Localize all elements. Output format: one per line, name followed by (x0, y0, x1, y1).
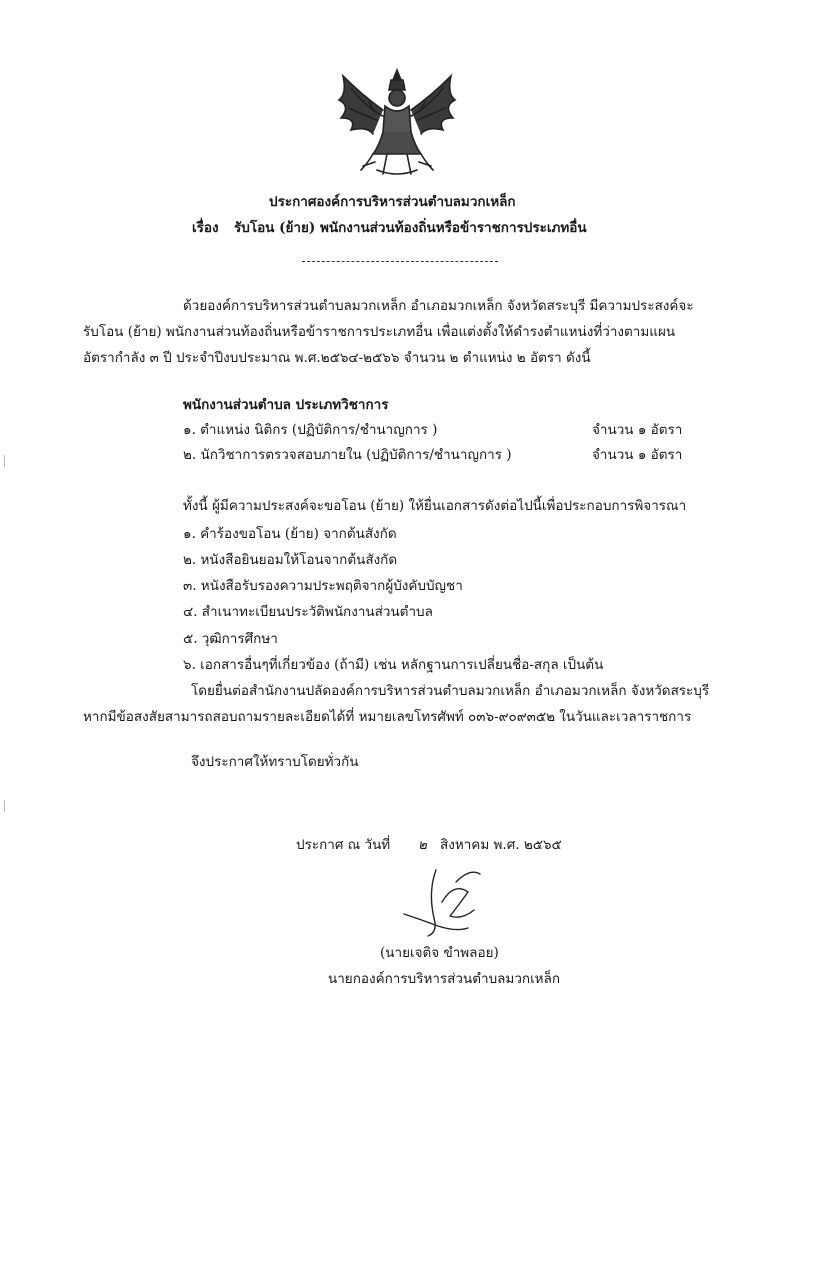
signatory-title: นายกองค์การบริหารส่วนตำบลมวกเหล็ก (328, 971, 561, 987)
document-item-5: ๕. วุฒิการศึกษา (183, 631, 278, 647)
date-day: ๒ (418, 837, 427, 853)
document-item-1: ๑. คำร้องขอโอน (ย้าย) จากต้นสังกัด (183, 526, 397, 542)
closing-statement: จึงประกาศให้ทราบโดยทั่วกัน (191, 754, 359, 770)
submit-line-1: โดยยื่นต่อสำนักงานปลัดองค์การบริหารส่วนตำบลมวกเหล็ก อำเภอมวกเหล็ก จังหวัดสระบุรี (191, 683, 710, 699)
scan-edge-mark (4, 800, 9, 812)
intro-line-2: รับโอน (ย้าย) พนักงานส่วนท้องถิ่นหรือข้าราชการประเภทอื่น เพื่อแต่งตั้งให้ดำรงตำแหน่งที่ว่างตามแผน (83, 324, 676, 340)
document-item-2: ๒. หนังสือยินยอมให้โอนจากต้นสังกัด (183, 552, 398, 568)
position-item-1-count: จำนวน ๑ อัตรา (592, 422, 683, 438)
header-divider (302, 261, 498, 262)
signature-mark (398, 862, 498, 942)
announcement-title: ประกาศองค์การบริหารส่วนตำบลมวกเหล็ก (269, 194, 516, 210)
intro-line-3: อัตรากำลัง ๓ ปี ประจำปีงบประมาณ พ.ศ.๒๕๖๔-๒๕๖๖ จำนวน ๒ ตำแหน่ง ๒ อัตรา ดังนี้ (83, 350, 591, 366)
positions-heading: พนักงานส่วนตำบล ประเภทวิชาการ (183, 397, 389, 413)
submit-line-2: หากมีข้อสงสัยสามารถสอบถามรายละเอียดได้ที่ หมายเลขโทรศัพท์ ๐๓๖-๙๐๙๓๕๒ ในวันและเวลาราชการ (83, 709, 692, 725)
position-item-1: ๑. ตำแหน่ง นิติกร (ปฏิบัติการ/ชำนาญการ ) (183, 422, 438, 438)
subject-label: เรื่อง (192, 220, 219, 236)
position-item-2-count: จำนวน ๑ อัตรา (592, 447, 683, 463)
document-item-6: ๖. เอกสารอื่นๆที่เกี่ยวข้อง (ถ้ามี) เช่น หลักฐานการเปลี่ยนชื่อ-สกุล เป็นต้น (183, 657, 604, 673)
signatory-name: (นายเจติจ ขำพลอย) (380, 945, 499, 961)
date-prefix: ประกาศ ณ วันที่ (296, 837, 391, 853)
position-item-2: ๒. นักวิชาการตรวจสอบภายใน (ปฏิบัติการ/ชำนาญการ ) (183, 447, 512, 463)
documents-lead: ทั้งนี้ ผู้มีความประสงค์จะขอโอน (ย้าย) ให้ยื่นเอกสารดังต่อไปนี้เพื่อประกอบการพิจารณา (183, 498, 687, 514)
scan-edge-mark (4, 455, 9, 467)
garuda-emblem-icon (333, 66, 461, 178)
date-rest: สิงหาคม พ.ศ. ๒๕๖๕ (440, 837, 562, 853)
subject-text: รับโอน (ย้าย) พนักงานส่วนท้องถิ่นหรือข้าราชการประเภทอื่น (234, 220, 587, 236)
document-item-4: ๔. สำเนาทะเบียนประวัติพนักงานส่วนตำบล (183, 604, 433, 620)
document-item-3: ๓. หนังสือรับรองความประพฤติจากผู้บังคับบัญชา (183, 578, 463, 594)
intro-line-1: ด้วยองค์การบริหารส่วนตำบลมวกเหล็ก อำเภอมวกเหล็ก จังหวัดสระบุรี มีความประสงค์จะ (183, 298, 694, 314)
